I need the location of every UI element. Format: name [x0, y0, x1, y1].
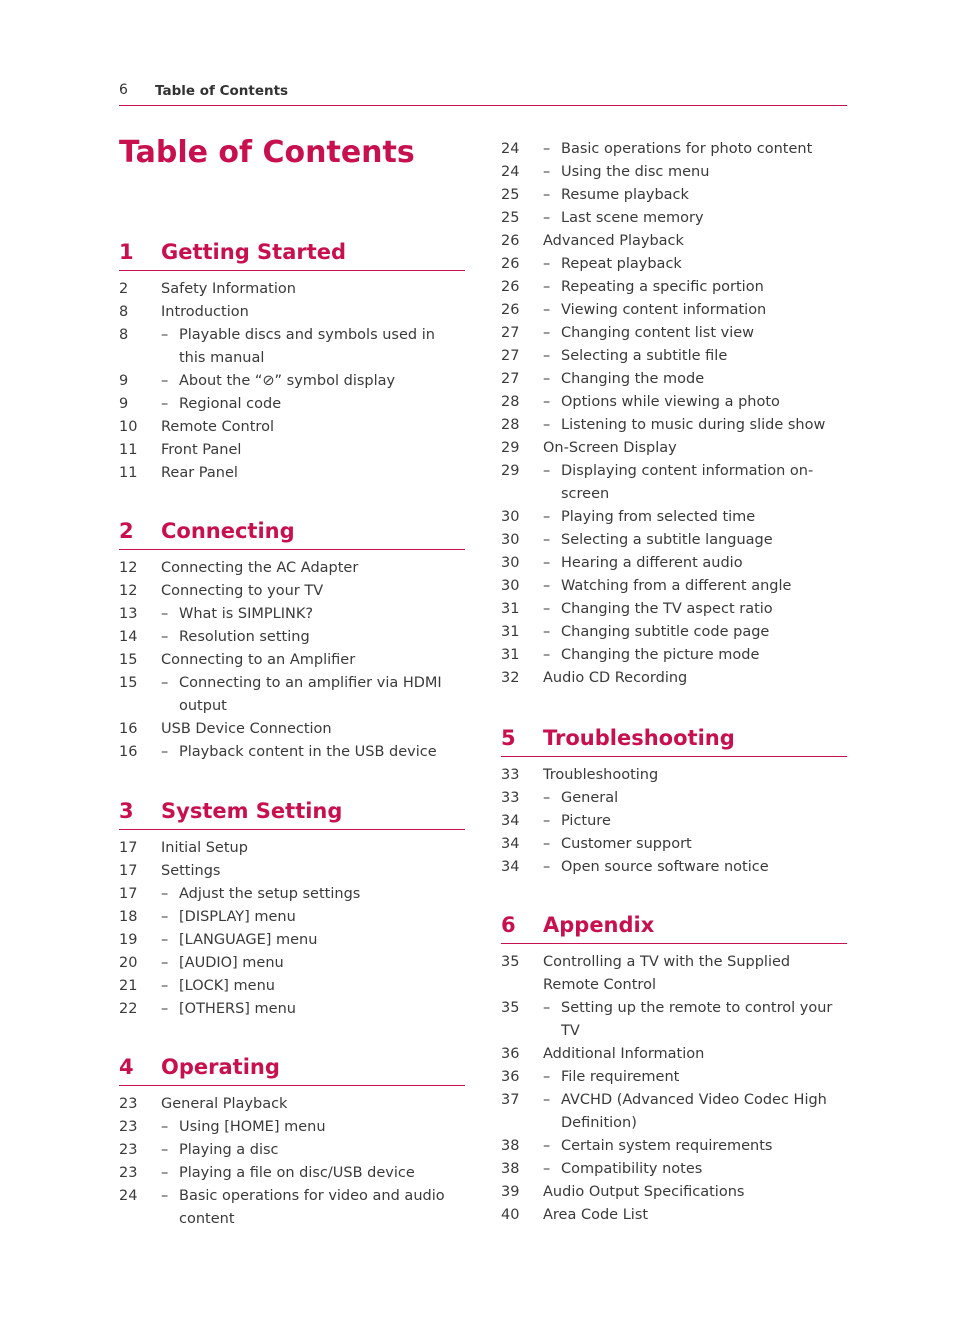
entry-dash: – — [543, 532, 551, 548]
toc-subentry[interactable] — [501, 1158, 847, 1181]
entry-page-number: 8 — [119, 327, 129, 343]
toc-subentry[interactable] — [501, 1089, 847, 1135]
toc-entry[interactable] — [119, 301, 465, 324]
entry-dash: – — [543, 187, 551, 203]
entry-dash: – — [543, 325, 551, 341]
entry-page-number: 20 — [119, 955, 138, 971]
entry-dash: – — [161, 1119, 169, 1135]
entry-dash: – — [543, 279, 551, 295]
entry-title: Repeat playback — [561, 256, 682, 272]
entry-title: Displaying content information on-screen — [561, 463, 814, 502]
entry-page-number: 11 — [119, 442, 138, 458]
chapter-5 — [501, 726, 847, 879]
entry-title: Front Panel — [161, 442, 242, 458]
entry-dash: – — [161, 744, 169, 760]
entry-dash: – — [161, 1142, 169, 1158]
entry-title: [LOCK] menu — [179, 978, 275, 994]
chapter-number: 2 — [119, 519, 134, 543]
entry-dash: – — [543, 1092, 551, 1108]
chapter-title: System Setting — [161, 799, 343, 823]
entry-dash: – — [543, 836, 551, 852]
toc-entry[interactable] — [501, 230, 847, 253]
entry-title: What is SIMPLINK? — [179, 606, 314, 622]
entry-page-number: 23 — [119, 1119, 138, 1135]
entry-page-number: 38 — [501, 1161, 520, 1177]
entry-page-number: 10 — [119, 419, 138, 435]
entry-page-number: 34 — [501, 859, 520, 875]
entry-dash: – — [543, 1161, 551, 1177]
entry-title: Using the disc menu — [561, 164, 710, 180]
entry-title: Adjust the setup settings — [179, 886, 361, 902]
entry-page-number: 35 — [501, 1000, 520, 1016]
entry-dash: – — [161, 1165, 169, 1181]
entry-dash: – — [543, 647, 551, 663]
entry-page-number: 30 — [501, 532, 520, 548]
toc-entry[interactable] — [119, 837, 465, 860]
chapter-number: 6 — [501, 913, 516, 937]
entry-page-number: 24 — [501, 164, 520, 180]
toc-subentry[interactable] — [119, 1185, 465, 1231]
entry-page-number: 23 — [119, 1165, 138, 1181]
entry-dash: – — [161, 909, 169, 925]
toc-subentry[interactable] — [501, 138, 847, 161]
entry-dash: – — [161, 327, 169, 343]
chapter-6 — [501, 913, 847, 1227]
toc-subentry[interactable] — [501, 391, 847, 414]
entry-title: Connecting the AC Adapter — [161, 560, 359, 576]
entry-title: Last scene memory — [561, 210, 704, 226]
entry-title: Listening to music during slide show — [561, 417, 826, 433]
entry-dash: – — [543, 624, 551, 640]
entry-title: Changing the picture mode — [561, 647, 760, 663]
entry-title: Using [HOME] menu — [179, 1119, 326, 1135]
page-number: 6 — [119, 82, 128, 98]
entry-page-number: 29 — [501, 463, 520, 479]
entry-title: Settings — [161, 863, 221, 879]
entry-title: On-Screen Display — [543, 440, 677, 456]
entry-title: Connecting to an Amplifier — [161, 652, 356, 668]
entry-page-number: 38 — [501, 1138, 520, 1154]
entry-dash: – — [543, 302, 551, 318]
entry-title: Connecting to your TV — [161, 583, 324, 599]
toc-subentry[interactable] — [119, 883, 465, 906]
entry-page-number: 34 — [501, 836, 520, 852]
entry-dash: – — [543, 813, 551, 829]
chapter-number: 1 — [119, 240, 134, 264]
toc-subentry[interactable] — [119, 998, 465, 1021]
entry-page-number: 28 — [501, 417, 520, 433]
entry-page-number: 30 — [501, 578, 520, 594]
toc-entry[interactable] — [119, 718, 465, 741]
entry-title: Controlling a TV with the Supplied Remote Control — [543, 954, 791, 993]
entry-title: About the “⊘” symbol display — [179, 373, 396, 389]
entry-dash: – — [543, 141, 551, 157]
toc-subentry[interactable] — [501, 460, 847, 506]
entry-dash: – — [543, 509, 551, 525]
entry-page-number: 28 — [501, 394, 520, 410]
entry-page-number: 25 — [501, 187, 520, 203]
entry-dash: – — [543, 1069, 551, 1085]
entry-page-number: 15 — [119, 675, 138, 691]
toc-entry[interactable] — [501, 667, 847, 690]
entry-title: Selecting a subtitle language — [561, 532, 773, 548]
entry-title: File requirement — [561, 1069, 680, 1085]
entry-dash: – — [161, 629, 169, 645]
entry-title: General — [561, 790, 619, 806]
entry-title: Regional code — [179, 396, 282, 412]
entry-title: Remote Control — [161, 419, 274, 435]
toc-subentry[interactable] — [501, 506, 847, 529]
chapter-heading[interactable] — [119, 799, 465, 830]
toc-subentry[interactable] — [501, 575, 847, 598]
entry-dash: – — [543, 1138, 551, 1154]
entry-page-number: 23 — [119, 1142, 138, 1158]
entry-page-number: 17 — [119, 886, 138, 902]
entry-title: Safety Information — [161, 281, 296, 297]
entry-title: [LANGUAGE] menu — [179, 932, 318, 948]
entry-dash: – — [161, 675, 169, 691]
entry-page-number: 21 — [119, 978, 138, 994]
toc-entry[interactable] — [501, 951, 847, 997]
toc-entry[interactable] — [119, 1093, 465, 1116]
toc-subentry[interactable] — [119, 393, 465, 416]
entry-title: Audio CD Recording — [543, 670, 688, 686]
chapter-2 — [119, 519, 465, 764]
entry-dash: – — [543, 578, 551, 594]
entry-dash: – — [161, 955, 169, 971]
toc-entry[interactable] — [501, 764, 847, 787]
entry-title: Changing the TV aspect ratio — [561, 601, 773, 617]
entry-page-number: 24 — [501, 141, 520, 157]
entry-page-number: 40 — [501, 1207, 520, 1223]
entry-title: Playing from selected time — [561, 509, 756, 525]
entry-page-number: 17 — [119, 863, 138, 879]
entry-page-number: 26 — [501, 256, 520, 272]
toc-subentry[interactable] — [119, 952, 465, 975]
chapter-title: Connecting — [161, 519, 295, 543]
entry-title: Watching from a different angle — [561, 578, 792, 594]
chapter-title: Appendix — [543, 913, 655, 937]
entry-page-number: 31 — [501, 624, 520, 640]
toc-entry[interactable] — [501, 1043, 847, 1066]
toc-subentry[interactable] — [501, 253, 847, 276]
toc-subentry[interactable] — [501, 1066, 847, 1089]
toc-entry[interactable] — [119, 860, 465, 883]
toc-subentry[interactable] — [501, 598, 847, 621]
entry-dash: – — [543, 348, 551, 364]
entry-page-number: 12 — [119, 560, 138, 576]
entry-title: Area Code List — [543, 1207, 649, 1223]
entry-title: Certain system requirements — [561, 1138, 773, 1154]
entry-title: [DISPLAY] menu — [179, 909, 296, 925]
entry-title: Viewing content information — [561, 302, 767, 318]
toc-subentry[interactable] — [501, 322, 847, 345]
header-section-title: Table of Contents — [155, 83, 289, 99]
chapter-title: Troubleshooting — [543, 726, 735, 750]
entry-dash: – — [161, 1188, 169, 1204]
entry-page-number: 27 — [501, 371, 520, 387]
toc-subentry[interactable] — [501, 207, 847, 230]
chapter-heading[interactable] — [119, 1055, 465, 1086]
entry-title: [AUDIO] menu — [179, 955, 284, 971]
entry-dash: – — [543, 164, 551, 180]
entry-title: Additional Information — [543, 1046, 705, 1062]
entry-title: Basic operations for video and audio content — [179, 1188, 445, 1227]
entry-dash: – — [543, 371, 551, 387]
entry-dash: – — [161, 396, 169, 412]
entry-title: Troubleshooting — [543, 767, 659, 783]
toc-subentry[interactable] — [501, 184, 847, 207]
entry-title: Advanced Playback — [543, 233, 684, 249]
entry-page-number: 26 — [501, 233, 520, 249]
entry-page-number: 23 — [119, 1096, 138, 1112]
entry-title: Changing subtitle code page — [561, 624, 770, 640]
entry-page-number: 32 — [501, 670, 520, 686]
entry-page-number: 2 — [119, 281, 129, 297]
toc-subentry[interactable] — [501, 345, 847, 368]
entry-title: USB Device Connection — [161, 721, 332, 737]
toc-entry[interactable] — [501, 437, 847, 460]
entry-title: Open source software notice — [561, 859, 769, 875]
entry-page-number: 16 — [119, 721, 138, 737]
toc-entry[interactable] — [119, 580, 465, 603]
entry-dash: – — [543, 859, 551, 875]
entry-page-number: 30 — [501, 555, 520, 571]
chapter-3 — [119, 799, 465, 1021]
toc-subentry[interactable] — [501, 856, 847, 879]
entry-page-number: 9 — [119, 373, 129, 389]
entry-page-number: 15 — [119, 652, 138, 668]
entry-title: Playback content in the USB device — [179, 744, 437, 760]
entry-title: Initial Setup — [161, 840, 248, 856]
entry-dash: – — [543, 1000, 551, 1016]
toc-subentry[interactable] — [119, 603, 465, 626]
entry-title: Playing a disc — [179, 1142, 279, 1158]
entry-title: Resolution setting — [179, 629, 310, 645]
toc-subentry[interactable] — [119, 324, 465, 370]
entry-title: Customer support — [561, 836, 692, 852]
chapter-4 — [119, 1055, 465, 1231]
entry-title: Changing the mode — [561, 371, 705, 387]
toc-subentry[interactable] — [501, 833, 847, 856]
chapter-heading[interactable] — [119, 519, 465, 550]
entry-page-number: 9 — [119, 396, 129, 412]
toc-subentry[interactable] — [501, 161, 847, 184]
entry-dash: – — [161, 978, 169, 994]
entry-page-number: 13 — [119, 606, 138, 622]
chapter-heading[interactable] — [119, 240, 465, 271]
toc-subentry[interactable] — [501, 997, 847, 1043]
entry-title: AVCHD (Advanced Video Codec High Definition) — [561, 1092, 827, 1131]
entry-page-number: 37 — [501, 1092, 520, 1108]
entry-page-number: 30 — [501, 509, 520, 525]
entry-page-number: 22 — [119, 1001, 138, 1017]
entry-page-number: 12 — [119, 583, 138, 599]
entry-page-number: 8 — [119, 304, 129, 320]
entry-title: Resume playback — [561, 187, 689, 203]
toc-subentry[interactable] — [119, 1116, 465, 1139]
toc-subentry[interactable] — [119, 1139, 465, 1162]
entry-dash: – — [543, 601, 551, 617]
entry-title: Setting up the remote to control your TV — [561, 1000, 833, 1039]
entry-title: Audio Output Specifications — [543, 1184, 745, 1200]
entry-page-number: 19 — [119, 932, 138, 948]
entry-page-number: 35 — [501, 954, 520, 970]
toc-subentry[interactable] — [119, 975, 465, 998]
toc-entry[interactable] — [119, 278, 465, 301]
entry-dash: – — [543, 256, 551, 272]
toc-subentry[interactable] — [501, 529, 847, 552]
toc-entry[interactable] — [119, 416, 465, 439]
toc-subentry[interactable] — [501, 644, 847, 667]
entry-dash: – — [161, 373, 169, 389]
toc-subentry[interactable] — [119, 1162, 465, 1185]
entry-page-number: 16 — [119, 744, 138, 760]
entry-page-number: 11 — [119, 465, 138, 481]
entry-dash: – — [161, 606, 169, 622]
entry-dash: – — [161, 1001, 169, 1017]
entry-title: [OTHERS] menu — [179, 1001, 296, 1017]
toc-entry[interactable] — [501, 1204, 847, 1227]
toc-subentry[interactable] — [119, 626, 465, 649]
entry-dash: – — [543, 790, 551, 806]
toc-subentry[interactable] — [501, 1135, 847, 1158]
chapter-heading[interactable] — [501, 913, 847, 944]
toc-entry[interactable] — [119, 649, 465, 672]
toc-subentry[interactable] — [501, 276, 847, 299]
toc-subentry[interactable] — [501, 368, 847, 391]
toc-subentry[interactable] — [119, 672, 465, 718]
entry-title: Basic operations for photo content — [561, 141, 813, 157]
entry-title: Changing content list view — [561, 325, 755, 341]
toc-subentry[interactable] — [501, 787, 847, 810]
entry-title: Selecting a subtitle file — [561, 348, 728, 364]
toc-entry[interactable] — [119, 462, 465, 485]
entry-page-number: 27 — [501, 325, 520, 341]
chapter-number: 4 — [119, 1055, 134, 1079]
entry-title: Picture — [561, 813, 611, 829]
entry-page-number: 31 — [501, 601, 520, 617]
entry-dash: – — [161, 886, 169, 902]
entry-title: Playing a file on disc/USB device — [179, 1165, 415, 1181]
entry-page-number: 33 — [501, 790, 520, 806]
page-header — [119, 80, 847, 106]
entry-dash: – — [543, 417, 551, 433]
chapter-title: Getting Started — [161, 240, 347, 264]
entry-title: Connecting to an amplifier via HDMI output — [179, 675, 442, 714]
entry-title: Rear Panel — [161, 465, 238, 481]
entry-title: Hearing a different audio — [561, 555, 743, 571]
toc-subentry[interactable] — [501, 299, 847, 322]
entry-page-number: 17 — [119, 840, 138, 856]
entry-page-number: 27 — [501, 348, 520, 364]
entry-page-number: 34 — [501, 813, 520, 829]
entry-page-number: 24 — [119, 1188, 138, 1204]
toc-entry[interactable] — [501, 1181, 847, 1204]
entry-page-number: 31 — [501, 647, 520, 663]
entry-dash: – — [543, 555, 551, 571]
entry-title: Introduction — [161, 304, 249, 320]
entry-page-number: 36 — [501, 1046, 520, 1062]
chapter-number: 3 — [119, 799, 134, 823]
toc-subentry[interactable] — [501, 552, 847, 575]
entry-title: Repeating a specific portion — [561, 279, 764, 295]
entry-title: Playable discs and symbols used in this manual — [179, 327, 435, 366]
toc-subentry[interactable] — [119, 741, 465, 764]
entry-page-number: 39 — [501, 1184, 520, 1200]
chapter-1 — [119, 240, 465, 485]
entry-page-number: 36 — [501, 1069, 520, 1085]
entry-page-number: 29 — [501, 440, 520, 456]
entry-page-number: 26 — [501, 279, 520, 295]
chapter-number: 5 — [501, 726, 516, 750]
toc-entry[interactable] — [119, 439, 465, 462]
toc-subentry[interactable] — [119, 929, 465, 952]
page-title: Table of Contents — [119, 135, 415, 170]
entry-page-number: 14 — [119, 629, 138, 645]
entry-dash: – — [543, 210, 551, 226]
toc-subentry[interactable] — [501, 621, 847, 644]
entry-dash: – — [161, 932, 169, 948]
entry-title: Compatibility notes — [561, 1161, 703, 1177]
chapter-title: Operating — [161, 1055, 280, 1079]
toc-entry[interactable] — [119, 557, 465, 580]
entry-dash: – — [543, 463, 551, 479]
continued-entries — [501, 138, 847, 690]
entry-page-number: 26 — [501, 302, 520, 318]
entry-title: General Playback — [161, 1096, 288, 1112]
entry-title: Options while viewing a photo — [561, 394, 780, 410]
entry-dash: – — [543, 394, 551, 410]
toc-subentry[interactable] — [501, 810, 847, 833]
toc-subentry[interactable] — [119, 370, 465, 393]
toc-subentry[interactable] — [501, 414, 847, 437]
chapter-heading[interactable] — [501, 726, 847, 757]
entry-page-number: 18 — [119, 909, 138, 925]
entry-page-number: 33 — [501, 767, 520, 783]
entry-page-number: 25 — [501, 210, 520, 226]
toc-subentry[interactable] — [119, 906, 465, 929]
